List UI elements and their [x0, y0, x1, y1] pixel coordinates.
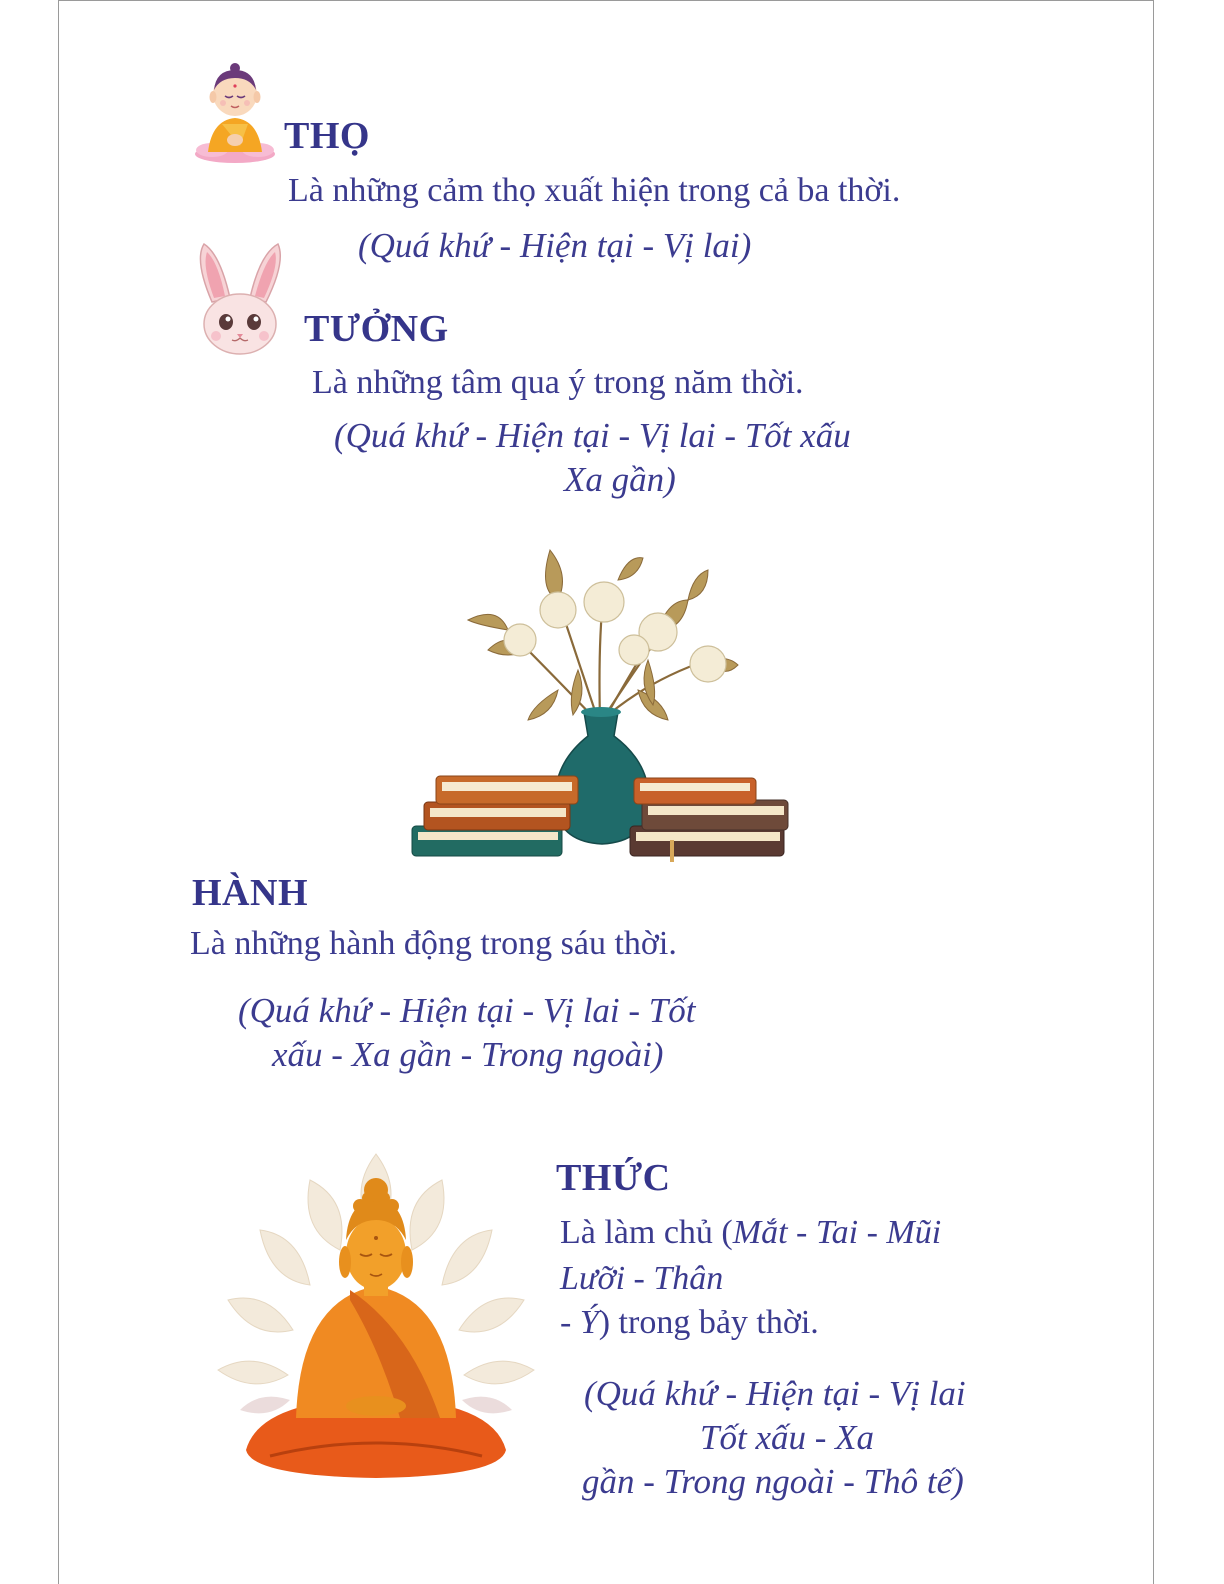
tho-note: (Quá khứ - Hiện tại - Vị lai) [358, 226, 752, 265]
bunny-icon [194, 240, 286, 358]
thuc-description-line3 [560, 1304, 819, 1342]
tuong-title: TƯỞNG [304, 308, 449, 350]
thuc-note-line3: gần - Trong ngoài - Thô tế) [582, 1462, 964, 1501]
hanh-title: HÀNH [192, 872, 308, 914]
child-monk-icon [192, 62, 278, 164]
thuc-desc-line1-plain: Là làm chủ ( [560, 1214, 733, 1251]
thuc-desc-line3-plain: ) trong bảy thời. [598, 1304, 819, 1341]
thuc-desc-line3-ital: - Ý [560, 1304, 599, 1341]
thuc-description-line2: Lưỡi - Thân [560, 1260, 724, 1297]
buddha-illustration [200, 1150, 552, 1490]
hanh-description: Là những hành động trong sáu thời. [190, 925, 677, 962]
tho-title: THỌ [284, 115, 370, 157]
thuc-desc-line1-ital: Mắt - Tai - Mũi [732, 1214, 942, 1251]
thuc-title: THỨC [556, 1157, 671, 1199]
thuc-note-line1: (Quá khứ - Hiện tại - Vị lai [584, 1374, 966, 1413]
tuong-note-line2: Xa gần) [564, 460, 676, 499]
thuc-note-line2: Tốt xấu - Xa [700, 1418, 875, 1457]
hanh-note-line2: xấu - Xa gần - Trong ngoài) [272, 1035, 664, 1074]
vase-books-illustration [408, 540, 790, 876]
thuc-description-line1 [560, 1214, 941, 1252]
hanh-note-line1: (Quá khứ - Hiện tại - Vị lai - Tốt [238, 991, 696, 1030]
tuong-description: Là những tâm qua ý trong năm thời. [312, 364, 804, 401]
tho-description: Là những cảm thọ xuất hiện trong cả ba thời. [288, 172, 901, 209]
tuong-note-line1: (Quá khứ - Hiện tại - Vị lai - Tốt xấu [334, 416, 851, 455]
